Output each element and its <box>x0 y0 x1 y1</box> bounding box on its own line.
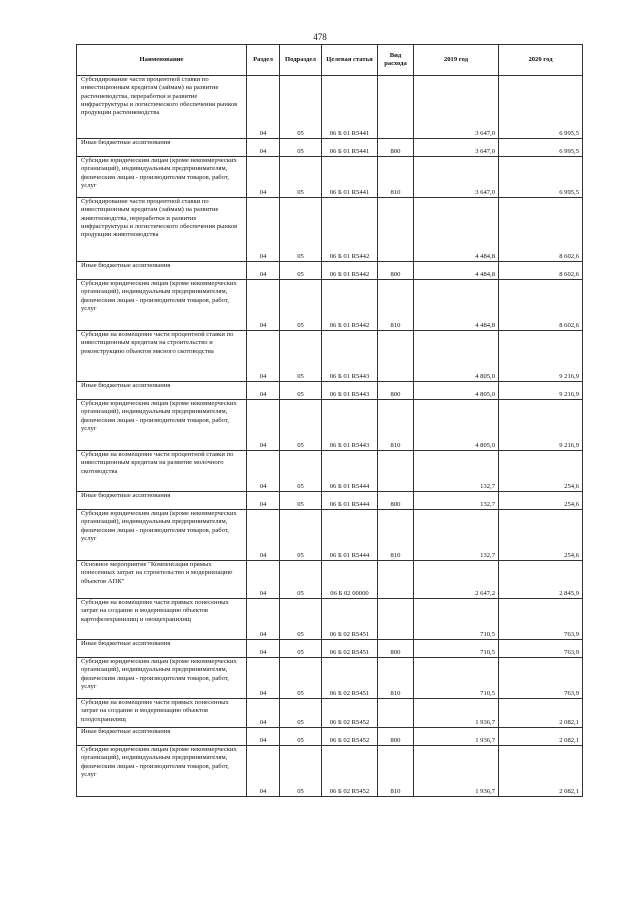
cell-razdel: 04 <box>247 561 280 599</box>
header-target-article: Целевая статья <box>322 45 378 76</box>
cell-name: Субсидии юридическим лицам (кроме некоммерческих организаций), индивидуальным предпринимателям, физическим лицам - производителям товаров, работ, услуг <box>77 510 247 561</box>
cell-podrazdel: 05 <box>280 510 322 561</box>
cell-2020: 254,6 <box>499 510 583 561</box>
cell-target-article: 06 Б 01 R5443 <box>322 400 378 451</box>
table-row <box>77 451 583 492</box>
cell-expense-type: 800 <box>378 640 414 658</box>
cell-podrazdel: 05 <box>280 139 322 157</box>
cell-expense-type: 800 <box>378 728 414 746</box>
table-row <box>77 599 583 640</box>
cell-razdel: 04 <box>247 382 280 400</box>
table-row <box>77 658 583 699</box>
cell-target-article: 06 Б 02 R5451 <box>322 599 378 640</box>
cell-podrazdel: 05 <box>280 157 322 198</box>
cell-podrazdel: 05 <box>280 728 322 746</box>
cell-2020: 254,6 <box>499 451 583 492</box>
table-row <box>77 746 583 797</box>
cell-name: Субсидии юридическим лицам (кроме некоммерческих организаций), индивидуальным предпринимателям, физическим лицам - производителям товаров, работ, услуг <box>77 280 247 331</box>
cell-target-article: 06 Б 01 R5441 <box>322 76 378 139</box>
table-row <box>77 400 583 451</box>
cell-2019: 4 805,0 <box>414 382 499 400</box>
cell-expense-type: 800 <box>378 492 414 510</box>
cell-2019: 710,5 <box>414 640 499 658</box>
cell-name: Субсидии юридическим лицам (кроме некоммерческих организаций), индивидуальным предпринимателям, физическим лицам - производителям товаров, работ, услуг <box>77 157 247 198</box>
cell-name: Иные бюджетные ассигнования <box>77 139 247 157</box>
cell-target-article: 06 Б 01 R5444 <box>322 451 378 492</box>
table-row <box>77 492 583 510</box>
cell-name: Субсидии на возмещение части прямых понесенных затрат на создание и модернизацию объектов плодохранилищ <box>77 699 247 728</box>
cell-razdel: 04 <box>247 76 280 139</box>
cell-2020: 254,6 <box>499 492 583 510</box>
cell-target-article: 06 Б 01 R5443 <box>322 382 378 400</box>
cell-2020: 2 082,1 <box>499 728 583 746</box>
cell-podrazdel: 05 <box>280 492 322 510</box>
cell-target-article: 06 Б 01 R5442 <box>322 280 378 331</box>
table-row <box>77 198 583 262</box>
cell-expense-type: 810 <box>378 658 414 699</box>
cell-name: Субсидии на возмещение части прямых понесенных затрат на создание и модернизацию объектов картофелехранилищ и овощехранилищ <box>77 599 247 640</box>
cell-target-article: 06 Б 01 R5443 <box>322 331 378 382</box>
cell-target-article: 06 Б 01 R5444 <box>322 492 378 510</box>
table-row <box>77 331 583 382</box>
cell-2019: 3 647,0 <box>414 76 499 139</box>
cell-razdel: 04 <box>247 157 280 198</box>
cell-2019: 132,7 <box>414 510 499 561</box>
cell-expense-type <box>378 198 414 262</box>
cell-razdel: 04 <box>247 640 280 658</box>
cell-podrazdel: 05 <box>280 331 322 382</box>
cell-target-article: 06 Б 02 R5451 <box>322 658 378 699</box>
cell-name: Иные бюджетные ассигнования <box>77 640 247 658</box>
cell-target-article: 06 Б 02 R5452 <box>322 746 378 797</box>
cell-2020: 6 995,5 <box>499 157 583 198</box>
cell-target-article: 06 Б 02 R5452 <box>322 699 378 728</box>
cell-2020: 2 082,1 <box>499 699 583 728</box>
cell-podrazdel: 05 <box>280 658 322 699</box>
cell-podrazdel: 05 <box>280 280 322 331</box>
cell-name: Субсидии юридическим лицам (кроме некоммерческих организаций), индивидуальным предпринимателям, физическим лицам - производителям товаров, работ, услуг <box>77 400 247 451</box>
cell-podrazdel: 05 <box>280 451 322 492</box>
cell-expense-type: 800 <box>378 262 414 280</box>
cell-expense-type: 810 <box>378 280 414 331</box>
cell-2019: 4 484,8 <box>414 262 499 280</box>
cell-name: Субсидирование части процентной ставки по инвестиционным кредитам (займам) на развитие животноводства, переработки и развитие инфраструктуры и логистического обеспечения рынков продукции животноводства <box>77 198 247 262</box>
cell-name: Иные бюджетные ассигнования <box>77 728 247 746</box>
cell-expense-type <box>378 76 414 139</box>
cell-2019: 4 484,8 <box>414 198 499 262</box>
cell-2020: 2 845,9 <box>499 561 583 599</box>
cell-name: Иные бюджетные ассигнования <box>77 492 247 510</box>
cell-expense-type: 810 <box>378 746 414 797</box>
cell-razdel: 04 <box>247 699 280 728</box>
page-number: 478 <box>313 32 327 42</box>
table-row <box>77 640 583 658</box>
cell-podrazdel: 05 <box>280 699 322 728</box>
cell-2019: 4 805,0 <box>414 331 499 382</box>
header-2019: 2019 год <box>414 45 499 76</box>
cell-name: Субсидии на возмещение части процентной ставки по инвестиционным кредитам на строительство и реконструкцию объектов мясного скотоводства <box>77 331 247 382</box>
cell-target-article: 06 Б 01 R5442 <box>322 262 378 280</box>
cell-2019: 710,5 <box>414 658 499 699</box>
cell-podrazdel: 05 <box>280 262 322 280</box>
cell-expense-type <box>378 561 414 599</box>
cell-razdel: 04 <box>247 728 280 746</box>
cell-2020: 8 602,6 <box>499 262 583 280</box>
cell-target-article: 06 Б 01 R5441 <box>322 157 378 198</box>
cell-name: Иные бюджетные ассигнования <box>77 262 247 280</box>
cell-2019: 4 805,0 <box>414 400 499 451</box>
table-row <box>77 280 583 331</box>
table-row <box>77 561 583 599</box>
cell-target-article: 06 Б 01 R5441 <box>322 139 378 157</box>
cell-2020: 9 216,9 <box>499 331 583 382</box>
cell-podrazdel: 05 <box>280 382 322 400</box>
cell-razdel: 04 <box>247 262 280 280</box>
cell-2020: 8 602,6 <box>499 280 583 331</box>
cell-razdel: 04 <box>247 746 280 797</box>
cell-podrazdel: 05 <box>280 400 322 451</box>
cell-razdel: 04 <box>247 139 280 157</box>
header-podrazdel: Подраздел <box>280 45 322 76</box>
cell-podrazdel: 05 <box>280 599 322 640</box>
cell-podrazdel: 05 <box>280 561 322 599</box>
table-header-row <box>77 45 583 76</box>
table-row <box>77 382 583 400</box>
cell-razdel: 04 <box>247 492 280 510</box>
cell-expense-type: 800 <box>378 382 414 400</box>
cell-expense-type: 810 <box>378 510 414 561</box>
cell-2019: 1 936,7 <box>414 699 499 728</box>
table-row <box>77 262 583 280</box>
table-row <box>77 76 583 139</box>
header-name: Наименование <box>77 45 247 76</box>
cell-expense-type <box>378 599 414 640</box>
cell-2020: 2 082,1 <box>499 746 583 797</box>
budget-table <box>76 44 583 797</box>
table-row <box>77 510 583 561</box>
table-row <box>77 699 583 728</box>
cell-2020: 763,9 <box>499 599 583 640</box>
cell-podrazdel: 05 <box>280 640 322 658</box>
cell-target-article: 06 Б 02 00000 <box>322 561 378 599</box>
cell-razdel: 04 <box>247 451 280 492</box>
cell-target-article: 06 Б 01 R5444 <box>322 510 378 561</box>
cell-expense-type <box>378 451 414 492</box>
cell-2019: 4 484,8 <box>414 280 499 331</box>
header-expense-type: Вид расхода <box>378 45 414 76</box>
cell-expense-type <box>378 331 414 382</box>
cell-2019: 1 936,7 <box>414 746 499 797</box>
cell-2020: 8 602,6 <box>499 198 583 262</box>
table-row <box>77 728 583 746</box>
cell-2020: 6 995,5 <box>499 76 583 139</box>
cell-razdel: 04 <box>247 658 280 699</box>
table-row <box>77 157 583 198</box>
header-razdel: Раздел <box>247 45 280 76</box>
cell-name: Субсидии на возмещение части процентной ставки по инвестиционным кредитам на развитие молочного скотоводства <box>77 451 247 492</box>
cell-expense-type: 810 <box>378 400 414 451</box>
cell-2019: 132,7 <box>414 451 499 492</box>
cell-2020: 763,9 <box>499 658 583 699</box>
cell-name: Субсидирование части процентной ставки по инвестиционным кредитам (займам) на развитие растениеводства, переработки и развитие инфраструктуры и логистического обеспечения рынков продукции растениеводства <box>77 76 247 139</box>
cell-razdel: 04 <box>247 198 280 262</box>
cell-expense-type: 810 <box>378 157 414 198</box>
cell-2019: 2 647,2 <box>414 561 499 599</box>
cell-2020: 6 995,5 <box>499 139 583 157</box>
cell-target-article: 06 Б 01 R5442 <box>322 198 378 262</box>
cell-podrazdel: 05 <box>280 746 322 797</box>
cell-2019: 3 647,0 <box>414 139 499 157</box>
cell-name: Субсидии юридическим лицам (кроме некоммерческих организаций), индивидуальным предпринимателям, физическим лицам - производителям товаров, работ, услуг <box>77 746 247 797</box>
cell-target-article: 06 Б 02 R5451 <box>322 640 378 658</box>
cell-razdel: 04 <box>247 400 280 451</box>
cell-2019: 710,5 <box>414 599 499 640</box>
cell-name: Субсидии юридическим лицам (кроме некоммерческих организаций), индивидуальным предпринимателям, физическим лицам - производителям товаров, работ, услуг <box>77 658 247 699</box>
cell-2019: 132,7 <box>414 492 499 510</box>
cell-2020: 763,9 <box>499 640 583 658</box>
cell-2019: 1 936,7 <box>414 728 499 746</box>
cell-razdel: 04 <box>247 599 280 640</box>
cell-razdel: 04 <box>247 510 280 561</box>
cell-razdel: 04 <box>247 280 280 331</box>
header-2020: 2020 год <box>499 45 583 76</box>
cell-name: Основное мероприятие "Компенсация прямых понесенных затрат на строительство и модернизацию объектов АПК" <box>77 561 247 599</box>
cell-razdel: 04 <box>247 331 280 382</box>
table-row <box>77 139 583 157</box>
cell-2019: 3 647,0 <box>414 157 499 198</box>
cell-podrazdel: 05 <box>280 76 322 139</box>
cell-name: Иные бюджетные ассигнования <box>77 382 247 400</box>
cell-podrazdel: 05 <box>280 198 322 262</box>
cell-2020: 9 216,9 <box>499 382 583 400</box>
cell-2020: 9 216,9 <box>499 400 583 451</box>
cell-expense-type: 800 <box>378 139 414 157</box>
cell-target-article: 06 Б 02 R5452 <box>322 728 378 746</box>
cell-expense-type <box>378 699 414 728</box>
